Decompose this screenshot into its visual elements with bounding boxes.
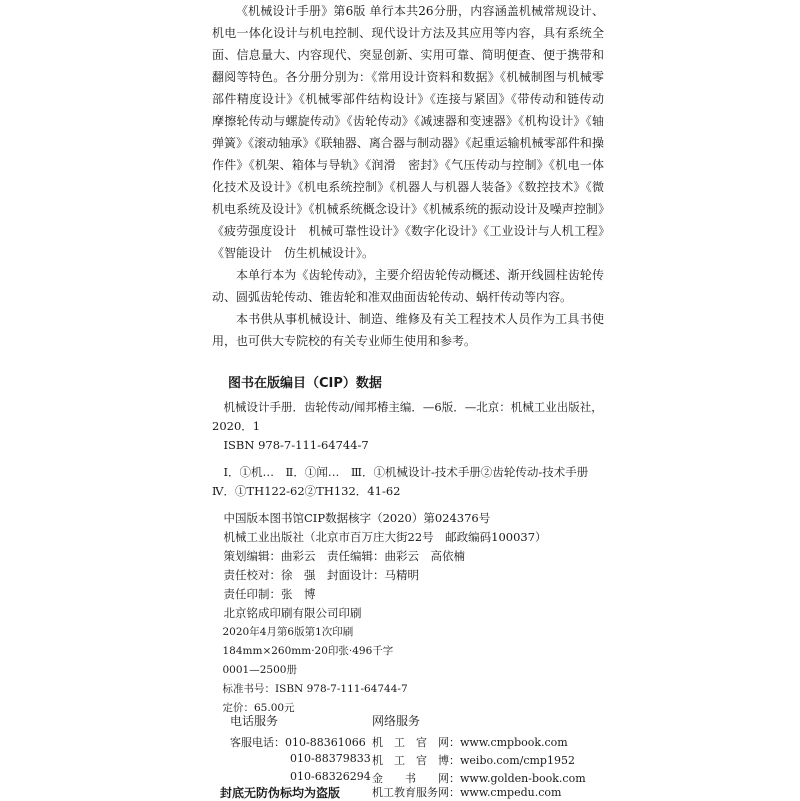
phone-label: 客服电话： xyxy=(230,736,285,749)
net-link[interactable]: www.cmpbook.com xyxy=(460,736,568,749)
format-line: 184mm×260mm·20印张·496千字 xyxy=(222,645,394,657)
cip-isbn: ISBN 978-7-111-64744-7 xyxy=(223,438,369,452)
printer-line: 北京铭成印刷有限公司印刷 xyxy=(223,606,362,620)
intro-paragraph-audience: 本书供从事机械设计、制造、维修及有关工程技术人员作为工具书使用，也可供大专院校的有关专业师生使用和参考。 xyxy=(212,312,604,348)
net-service-heading: 网络服务 xyxy=(372,714,421,728)
phone-row xyxy=(290,770,371,783)
price-line: 定价：65.00元 xyxy=(222,702,295,714)
cip-classification: Ⅰ．①机… Ⅱ．①闻… Ⅲ．①机械设计-技术手册②齿轮传动-技术手册 Ⅳ．①TH122-62②TH132．41-62 xyxy=(212,465,600,498)
anti-piracy-notice: 封底无防伪标均为盗版 xyxy=(220,786,341,800)
isbn-line: 标准书号：ISBN 978-7-111-64744-7 xyxy=(222,683,408,695)
editor-line: 策划编辑：曲彩云 责任编辑：曲彩云 高依楠 xyxy=(223,549,465,563)
publisher-info xyxy=(212,528,604,718)
intro-text xyxy=(212,0,617,352)
phone-number: 010-88379833 xyxy=(290,752,371,765)
net-row xyxy=(372,734,568,750)
cip-entry: 机械设计手册．齿轮传动/闻邦椿主编．—6版．—北京：机械工业出版社，2020．1 xyxy=(212,400,603,433)
net-row xyxy=(372,752,575,768)
phone-row xyxy=(230,734,366,750)
net-link[interactable]: weibo.com/cmp1952 xyxy=(460,754,575,767)
net-label: 金 书 网： xyxy=(372,772,460,785)
intro-paragraph-volume: 本单行本为《齿轮传动》，主要介绍齿轮传动概述、渐开线圆柱齿轮传动、圆弧齿轮传动、锥齿轮和准双曲面齿轮传动、蜗杆传动等内容。 xyxy=(212,268,604,304)
phone-number: 010-88361066 xyxy=(285,736,366,749)
intro-paragraph-series: 《机械设计手册》第6版 单行本共26分册，内容涵盖机械常规设计、机电一体化设计与机电控制、现代设计方法及其应用等内容，具有系统全面、信息量大、内容现代、突显创新、实用可靠、简明便查、便于携带和翻阅等特色。各分册分别为：《常用设计资料和数据》《机械制图与机械零部件精度设计》《机械零部件结构设计》《连接与紧固》《带传动和链传动 摩擦轮传动与螺旋传动》《齿轮传动》《减速器和变速器》《机构设计》《轴 弹簧》《滚动轴承》《联轴器、离合器与制动器》《起重运输机械零部件和操作件》《机架、箱体与导轨》《润滑 密封》《气压传动与控制》《机电一体化技术及设计》《机电系统控制》《机器人与机器人装备》《数控技术》《微机电系统及设计》《机械系统概念设计》《机械系统的振动设计及噪声控制》《疲劳强度设计 机械可靠性设计》《数字化设计》《工业设计与人机工程》《智能设计 仿生机械设计》。 xyxy=(212,4,617,260)
edition-line: 2020年4月第6版第1次印刷 xyxy=(222,626,354,638)
cip-core-number: 中国版本图书馆CIP数据核字（2020）第024376号 xyxy=(223,511,491,525)
print-manager-line: 责任印制：张 博 xyxy=(223,587,316,601)
cip-title: 图书在版编目（CIP）数据 xyxy=(228,376,382,391)
publisher-name: 机械工业出版社（北京市百万庄大街22号 邮政编码100037） xyxy=(223,530,547,544)
net-link[interactable]: www.golden-book.com xyxy=(460,772,586,785)
proof-line: 责任校对：徐 强 封面设计：马精明 xyxy=(223,568,419,582)
cip-data xyxy=(212,398,604,528)
education-service-link[interactable]: 机工教育服务网：www.cmpedu.com xyxy=(372,786,562,799)
phone-number: 010-68326294 xyxy=(290,770,371,783)
copies-line: 0001—2500册 xyxy=(222,664,297,676)
phone-service-heading: 电话服务 xyxy=(230,714,279,728)
net-label: 机 工 官 博： xyxy=(372,754,460,767)
net-label: 机 工 官 网： xyxy=(372,736,460,749)
phone-row xyxy=(290,752,371,765)
